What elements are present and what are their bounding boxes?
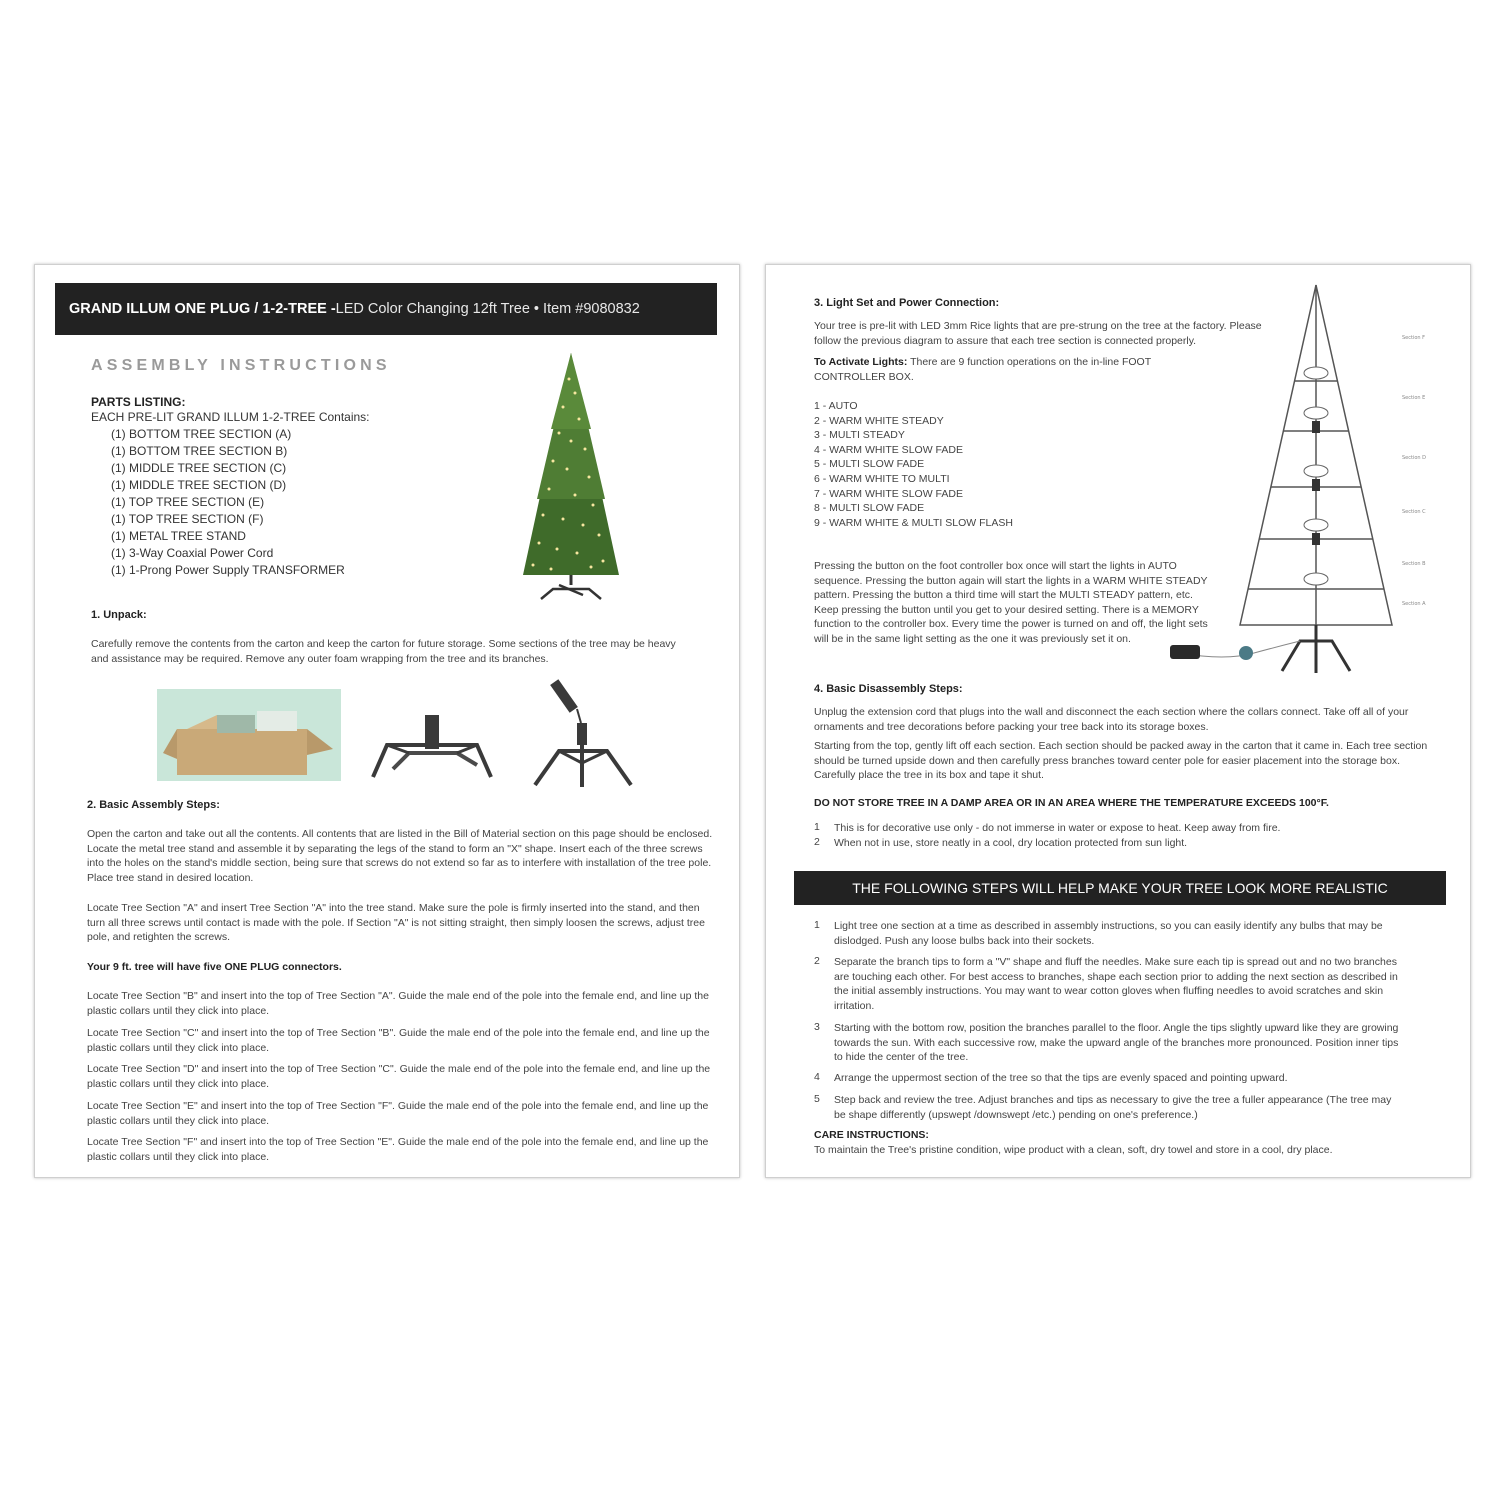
instruction-page-left xyxy=(34,264,740,1178)
list-item: (1) BOTTOM TREE SECTION (A) xyxy=(111,427,292,441)
controller-box-icon xyxy=(1239,646,1253,660)
carton-photo xyxy=(157,689,341,781)
note-text: When not in use, store neatly in a cool, dry location protected from sun light. xyxy=(834,837,1188,849)
list-item xyxy=(814,955,1404,1013)
list-item: 2 - WARM WHITE STEADY xyxy=(814,414,944,427)
assembly-paragraph-4: Locate Tree Section "C" and insert into the top of Tree Section "B". Guide the male end of the pole into the female end, and line up the plastic collars until they click into place. xyxy=(87,1027,710,1054)
activate-lights-text xyxy=(814,355,1164,384)
list-item: (1) 1-Prong Power Supply TRANSFORMER xyxy=(111,563,345,577)
instruction-page-right xyxy=(765,264,1471,1178)
assembly-heading: 2. Basic Assembly Steps: xyxy=(87,799,220,811)
step-number: 4 xyxy=(814,1071,820,1083)
disassembly-paragraph-1: Unplug the extension cord that plugs into the wall and disconnect the each section where the collars connect. Take off all of your ornaments and tree decorations before packing your tree back into its storage boxes. xyxy=(814,706,1409,733)
disassembly-paragraph-2: Starting from the top, gently lift off each section. Each section should be packed away in the carton that it came in. Each tree section should be turned upside down and then carefully press branches toward center pole for easier placement into the storage box. Carefully place the tree in its box and tape it shut. xyxy=(814,740,1428,782)
light-set-heading: 3. Light Set and Power Connection: xyxy=(814,297,1000,309)
tree-stand-image xyxy=(365,695,505,787)
disassembly-heading: 4. Basic Disassembly Steps: xyxy=(814,683,963,695)
realistic-tips-banner: THE FOLLOWING STEPS WILL HELP MAKE YOUR TREE LOOK MORE REALISTIC xyxy=(794,871,1446,905)
step-text: Separate the branch tips to form a "V" shape and fluff the needles. Make sure each tip is spread out and no two branches are touching each other. For best access to branches, shape each section prior to adding the next section as described in the initial assembly instructions. You may want to wear cotton gloves when fluffing needles to avoid scratches and skin irritation. xyxy=(834,956,1398,1012)
assembly-paragraph-6: Locate Tree Section "E" and insert into the top of Tree Section "F". Guide the male end of the pole into the female end, and line up the plastic collars until they click into place. xyxy=(87,1100,709,1127)
assembly-paragraph-1: Open the carton and take out all the contents. All contents that are listed in the Bill of Material section on this page should be enclosed. Locate the metal tree stand and assemble it by separating the legs of the stand to form an "X" shape. Insert each of the three screws into the holes on the stand's middle section, being sure that screws do not extend so far as to interfere with installation of the tree pole. Place tree stand in desired location. xyxy=(87,828,713,884)
section-label: Section C xyxy=(1402,509,1426,515)
assembly-paragraph-3: Locate Tree Section "B" and insert into the top of Tree Section "A". Guide the male end of the pole into the female end, and line up the plastic collars until they click into place. xyxy=(87,990,709,1017)
assembly-instructions-heading: ASSEMBLY INSTRUCTIONS xyxy=(91,357,391,374)
note-text: This is for decorative use only - do not immerse in water or expose to heat. Keep away from fire. xyxy=(834,822,1281,834)
list-item xyxy=(814,919,1404,948)
parts-listing xyxy=(91,395,491,579)
parts-intro: EACH PRE-LIT GRAND ILLUM 1-2-TREE Contains: xyxy=(91,410,370,424)
unpack-heading: 1. Unpack: xyxy=(91,609,147,621)
list-item: 1 - AUTO xyxy=(814,400,858,412)
light-set-paragraph: Your tree is pre-lit with LED 3mm Rice lights that are pre-strung on the tree at the factory. Please follow the previous diagram to assure that each tree section is connected properly. xyxy=(814,320,1262,347)
activate-lights-label: To Activate Lights: xyxy=(814,356,908,368)
assembly-paragraph-2: Locate Tree Section "A" and insert Tree Section "A" into the tree stand. Make sure the pole is firmly inserted into the stand, and then turn all three screws until contact is made with the pole. If Section "A" is not sitting straight, then simply loosen the screws, adjust tree pole, and retighten the screws. xyxy=(87,902,705,944)
connectors-note: Your 9 ft. tree will have five ONE PLUG connectors. xyxy=(87,961,342,973)
step-text: Starting with the bottom row, position the branches parallel to the floor. Angle the tips slightly upward like they are growing towards the sun. With each successive row, make the upward angle of the branches more pronounced. Position inner tips to hide the center of the tree. xyxy=(834,1022,1399,1064)
title-bold: GRAND ILLUM ONE PLUG / 1-2-TREE - xyxy=(69,301,336,317)
section-label: Section B xyxy=(1402,561,1426,567)
section-label: Section D xyxy=(1402,455,1427,461)
controller-paragraph: Pressing the button on the foot controller box once will start the lights in AUTO sequence. Pressing the button again will start the lights in a WARM WHITE STEADY pattern. Pressing the button a third time will start the MULTI STEADY pattern, etc. Keep pressing the button until you get to your desired setting. There is a MEMORY function to the controller box. Every time the power is turned on and off, the light sets will be in the same light setting as the one it was previously set it on. xyxy=(814,560,1208,645)
step-number: 5 xyxy=(814,1093,820,1105)
section-label: Section F xyxy=(1402,335,1426,341)
list-item: (1) 3-Way Coaxial Power Cord xyxy=(111,546,274,560)
list-item: (1) BOTTOM TREE SECTION B) xyxy=(111,444,288,458)
list-item xyxy=(814,1021,1404,1065)
list-item: 6 - WARM WHITE TO MULTI xyxy=(814,472,950,485)
list-item xyxy=(814,1071,1404,1086)
note-number: 2 xyxy=(814,836,820,848)
list-item xyxy=(814,1093,1404,1122)
list-item: (1) MIDDLE TREE SECTION (D) xyxy=(111,478,287,492)
list-item xyxy=(814,836,1434,851)
pre-lit-tree-image xyxy=(503,349,643,609)
list-item: (1) MIDDLE TREE SECTION (C) xyxy=(111,461,287,475)
step-number: 2 xyxy=(814,955,820,967)
list-item: (1) TOP TREE SECTION (E) xyxy=(111,495,265,509)
list-item: 8 - MULTI SLOW FADE xyxy=(814,502,925,515)
list-item: 4 - WARM WHITE SLOW FADE xyxy=(814,443,963,456)
step-text: Arrange the uppermost section of the tree so that the tips are evenly spaced and pointing upward. xyxy=(834,1072,1288,1084)
assembly-paragraph-5: Locate Tree Section "D" and insert into the top of Tree Section "C". Guide the male end of the pole into the female end, and line up the plastic collars until they click into place. xyxy=(87,1063,711,1090)
step-number: 1 xyxy=(814,919,820,931)
list-item: 9 - WARM WHITE & MULTI SLOW FLASH xyxy=(814,516,1013,529)
list-item xyxy=(814,821,1434,836)
section-label: Section A xyxy=(1402,601,1426,607)
step-number: 3 xyxy=(814,1021,820,1033)
care-body: To maintain the Tree's pristine condition, wipe product with a clean, soft, dry towel and store in a cool, dry place. xyxy=(814,1144,1333,1156)
list-item: (1) TOP TREE SECTION (F) xyxy=(111,512,264,526)
parts-heading: PARTS LISTING: xyxy=(91,395,186,409)
document-title-bar xyxy=(55,283,717,335)
stand-with-controller-image xyxy=(525,675,655,791)
care-heading: CARE INSTRUCTIONS: xyxy=(814,1129,929,1141)
step-text: Step back and review the tree. Adjust branches and tips as necessary to give the tree a fuller appearance (The tree may be shape differently (upswept /downswept /etc.) pending on one's preference.) xyxy=(834,1094,1392,1121)
transformer-icon xyxy=(1170,645,1200,659)
activate-lights-body: There are 9 function operations on the in-line FOOT CONTROLLER BOX. xyxy=(814,356,1151,383)
step-text: Light tree one section at a time as described in assembly instructions, so you can easily identify any bulbs that may be dislodged. Push any loose bulbs back into their sockets. xyxy=(834,920,1383,947)
section-label: Section E xyxy=(1402,395,1426,401)
list-item: 3 - MULTI STEADY xyxy=(814,429,905,442)
title-light: LED Color Changing 12ft Tree • Item #9080832 xyxy=(335,301,640,317)
list-item: (1) METAL TREE STAND xyxy=(111,529,246,543)
storage-warning: DO NOT STORE TREE IN A DAMP AREA OR IN AN AREA WHERE THE TEMPERATURE EXCEEDS 100°F. xyxy=(814,797,1329,809)
note-number: 1 xyxy=(814,821,820,833)
list-item: 7 - WARM WHITE SLOW FADE xyxy=(814,487,963,500)
list-item: 5 - MULTI SLOW FADE xyxy=(814,458,925,471)
light-functions-list xyxy=(814,399,1013,530)
tree-section-diagram xyxy=(1166,281,1456,691)
assembly-paragraph-7: Locate Tree Section "F" and insert into the top of Tree Section "E". Guide the male end of the pole into the female end, and line up the plastic collars until they click into place. xyxy=(87,1136,709,1163)
unpack-body: Carefully remove the contents from the carton and keep the carton for future storage. Some sections of the tree may be heavy and assistance may be required. Remove any outer foam wrapping from the tree and its branches. xyxy=(91,638,676,665)
parts-list xyxy=(91,426,491,579)
